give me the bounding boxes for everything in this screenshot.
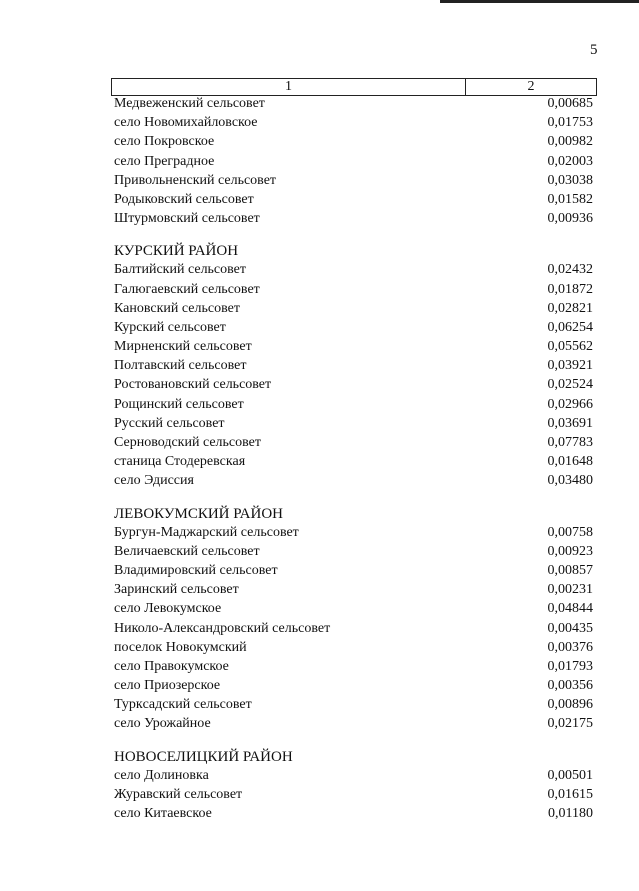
municipality-name: Курский сельсовет	[114, 319, 226, 335]
municipality-name: Родыковский сельсовет	[114, 191, 254, 207]
coefficients-table	[111, 78, 597, 825]
table-row	[111, 435, 597, 454]
coefficient-value: 0,02821	[547, 300, 593, 316]
municipality-name: Серноводский сельсовет	[114, 435, 261, 450]
coefficient-value: 0,02175	[547, 716, 593, 732]
municipality-name: село Китаевское	[114, 806, 212, 821]
coefficient-value: 0,01753	[547, 115, 593, 131]
coefficient-value: 0,00501	[547, 767, 593, 783]
coefficient-value: 0,00982	[547, 134, 593, 150]
municipality-name: Балтийский сельсовет	[114, 262, 247, 278]
table-row	[111, 621, 597, 640]
column-2-header: 2	[527, 79, 535, 94]
municipality-name: Медвеженский сельсовет	[114, 96, 265, 111]
table-row	[111, 320, 597, 339]
coefficient-value: 0,02432	[547, 262, 593, 278]
municipality-name: станица Стодеревская	[114, 454, 246, 470]
coefficient-value: 0,00896	[547, 697, 593, 713]
table-row	[111, 282, 597, 301]
municipality-name: Мирненский сельсовет	[114, 339, 252, 355]
municipality-name: село Правокумское	[114, 658, 229, 674]
table-row	[111, 173, 597, 192]
municipality-name: Величаевский сельсовет	[114, 543, 260, 559]
municipality-name: село Долиновка	[114, 767, 209, 783]
municipality-name: село Урожайное	[114, 716, 211, 732]
coefficient-value: 0,05562	[547, 339, 593, 355]
table-row	[111, 697, 597, 716]
table-row	[111, 582, 597, 601]
coefficient-value: 0,01180	[548, 806, 593, 821]
coefficient-value: 0,00758	[547, 524, 593, 540]
table-row	[111, 678, 597, 697]
coefficient-value: 0,03480	[547, 473, 593, 489]
district-heading: КУРСКИЙ РАЙОН	[114, 243, 239, 260]
coefficient-value: 0,00685	[547, 96, 593, 111]
section-spacer	[111, 230, 597, 243]
municipality-name: село Эдиссия	[114, 473, 194, 489]
table-row	[111, 96, 597, 115]
municipality-name: Владимировский сельсовет	[114, 562, 278, 578]
table-row	[111, 192, 597, 211]
top-border-line	[440, 0, 639, 3]
table-row	[111, 262, 597, 281]
coefficient-value: 0,02524	[547, 377, 593, 393]
coefficient-value: 0,00231	[547, 582, 593, 598]
municipality-name: Полтавский сельсовет	[114, 358, 247, 374]
district-heading: НОВОСЕЛИЦКИЙ РАЙОН	[114, 748, 293, 765]
table-row	[111, 416, 597, 435]
coefficient-value: 0,00857	[547, 562, 593, 578]
coefficient-value: 0,03921	[547, 358, 593, 374]
municipality-name: Николо-Александровский сельсовет	[114, 620, 331, 636]
table-row	[111, 525, 597, 544]
coefficient-value: 0,06254	[547, 319, 593, 335]
section-spacer	[111, 493, 597, 506]
municipality-name: село Приозерское	[114, 678, 221, 694]
table-row	[111, 377, 597, 396]
municipality-name: Галюгаевский сельсовет	[114, 281, 260, 297]
coefficient-value: 0,02003	[547, 153, 593, 169]
coefficient-value: 0,01872	[547, 281, 593, 297]
coefficient-value: 0,00435	[547, 620, 593, 636]
section-spacer	[111, 736, 597, 749]
municipality-name: Штурмовский сельсовет	[114, 211, 260, 227]
table-row	[111, 134, 597, 153]
table-body	[111, 96, 597, 825]
coefficient-value: 0,03691	[547, 415, 593, 431]
municipality-name: поселок Новокумский	[114, 639, 247, 655]
table-header-row	[111, 78, 597, 96]
district-heading: ЛЕВОКУМСКИЙ РАЙОН	[114, 505, 284, 522]
municipality-name: Бургун-Маджарский сельсовет	[114, 524, 299, 540]
table-row	[111, 544, 597, 563]
municipality-name: Туркcадский сельсовет	[114, 697, 252, 713]
municipality-name: Привольненский сельсовет	[114, 172, 277, 188]
coefficient-value: 0,03038	[547, 172, 593, 188]
coefficient-value: 0,07783	[547, 435, 593, 450]
table-row	[111, 454, 597, 473]
municipality-name: Заринский сельсовет	[114, 582, 239, 598]
table-row	[111, 301, 597, 320]
table-row	[111, 397, 597, 416]
coefficient-value: 0,01615	[547, 786, 593, 802]
table-row	[111, 339, 597, 358]
coefficient-value: 0,00936	[547, 211, 593, 227]
table-row	[111, 154, 597, 173]
coefficient-value: 0,00376	[547, 639, 593, 655]
table-row	[111, 563, 597, 582]
municipality-name: село Преградное	[114, 153, 215, 169]
municipality-name: Ростовановский сельсовет	[114, 377, 272, 393]
table-row	[111, 659, 597, 678]
column-1-header: 1	[112, 79, 466, 95]
table-row	[111, 115, 597, 134]
table-row	[111, 768, 597, 787]
municipality-name: Русский сельсовет	[114, 415, 225, 431]
municipality-name: село Новомихайловское	[114, 115, 258, 131]
table-row	[111, 211, 597, 230]
page-number: 5	[590, 42, 598, 58]
coefficient-value: 0,00923	[547, 543, 593, 559]
table-row	[111, 787, 597, 806]
table-row	[111, 601, 597, 620]
municipality-name: село Левокумское	[114, 601, 222, 617]
coefficient-value: 0,01793	[547, 658, 593, 674]
coefficient-value: 0,04844	[547, 601, 593, 617]
coefficient-value: 0,01648	[547, 454, 593, 470]
table-row	[111, 358, 597, 377]
municipality-name: Рощинский сельсовет	[114, 396, 244, 412]
table-row	[111, 716, 597, 735]
coefficient-value: 0,02966	[547, 396, 593, 412]
municipality-name: Журавский сельсовет	[114, 786, 243, 802]
municipality-name: село Покровское	[114, 134, 215, 150]
coefficient-value: 0,00356	[547, 678, 593, 694]
table-row	[111, 806, 597, 825]
coefficient-value: 0,01582	[547, 191, 593, 207]
table-row	[111, 473, 597, 492]
municipality-name: Кановский сельсовет	[114, 300, 240, 316]
table-row	[111, 640, 597, 659]
